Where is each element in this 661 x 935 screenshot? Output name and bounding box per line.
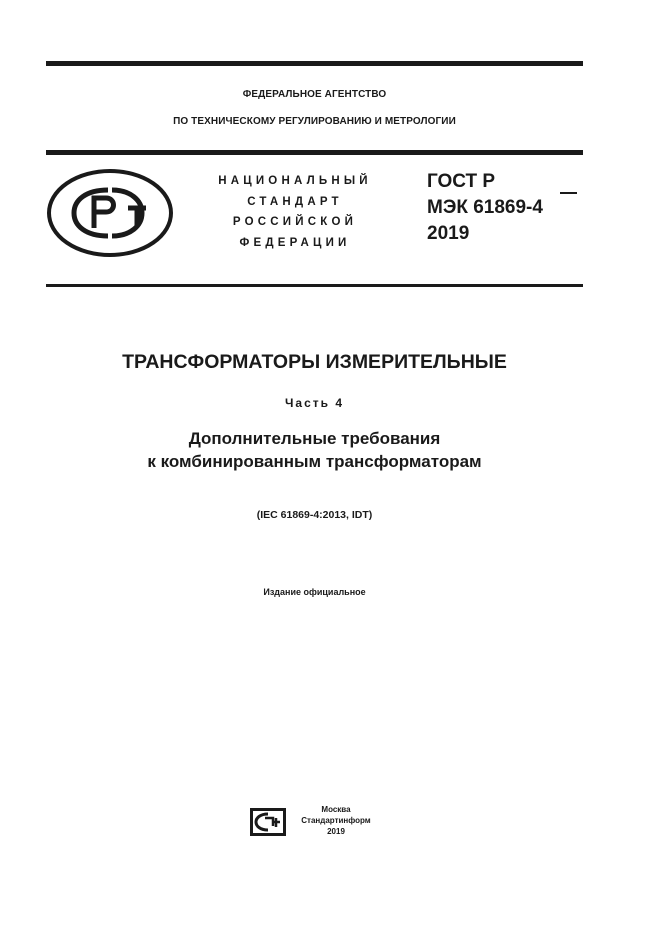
middle-rule xyxy=(46,150,583,155)
publisher-year: 2019 xyxy=(327,827,345,836)
national-standard-label xyxy=(200,171,390,253)
gost-line2: МЭК 61869-4 xyxy=(427,197,543,218)
lower-rule xyxy=(46,284,583,287)
designation-dash xyxy=(560,192,577,194)
national-line: СТАНДАРТ xyxy=(247,195,343,208)
iec-reference: (IEC 61869-4:2013, IDT) xyxy=(256,509,373,521)
rst-certification-logo-icon xyxy=(46,168,174,258)
top-rule xyxy=(46,61,583,66)
subtitle-line1: Дополнительные требования xyxy=(188,429,441,448)
part-label: Часть 4 xyxy=(284,396,345,410)
document-title: ТРАНСФОРМАТОРЫ ИЗМЕРИТЕЛЬНЫЕ xyxy=(122,351,507,373)
edition-label: Издание официальное xyxy=(263,587,366,597)
national-line: НАЦИОНАЛЬНЫЙ xyxy=(218,175,372,187)
publisher-city: Москва xyxy=(321,805,351,814)
document-subtitle xyxy=(46,427,583,473)
national-line: ФЕДЕРАЦИИ xyxy=(239,236,351,249)
publisher-info xyxy=(291,804,381,837)
national-line: РОССИЙСКОЙ xyxy=(232,216,358,228)
standartinform-logo-icon xyxy=(249,807,287,837)
standard-designation xyxy=(427,169,543,247)
gost-line1: ГОСТ Р xyxy=(427,171,496,192)
gost-line3: 2019 xyxy=(427,223,470,244)
agency-name-line2: ПО ТЕХНИЧЕСКОМУ РЕГУЛИРОВАНИЮ И МЕТРОЛОГИИ xyxy=(173,116,456,127)
subtitle-line2: к комбинированным трансформаторам xyxy=(147,452,482,471)
publisher-name: Стандартинформ xyxy=(301,816,371,825)
agency-name-line1: ФЕДЕРАЛЬНОЕ АГЕНТСТВО xyxy=(242,89,387,100)
